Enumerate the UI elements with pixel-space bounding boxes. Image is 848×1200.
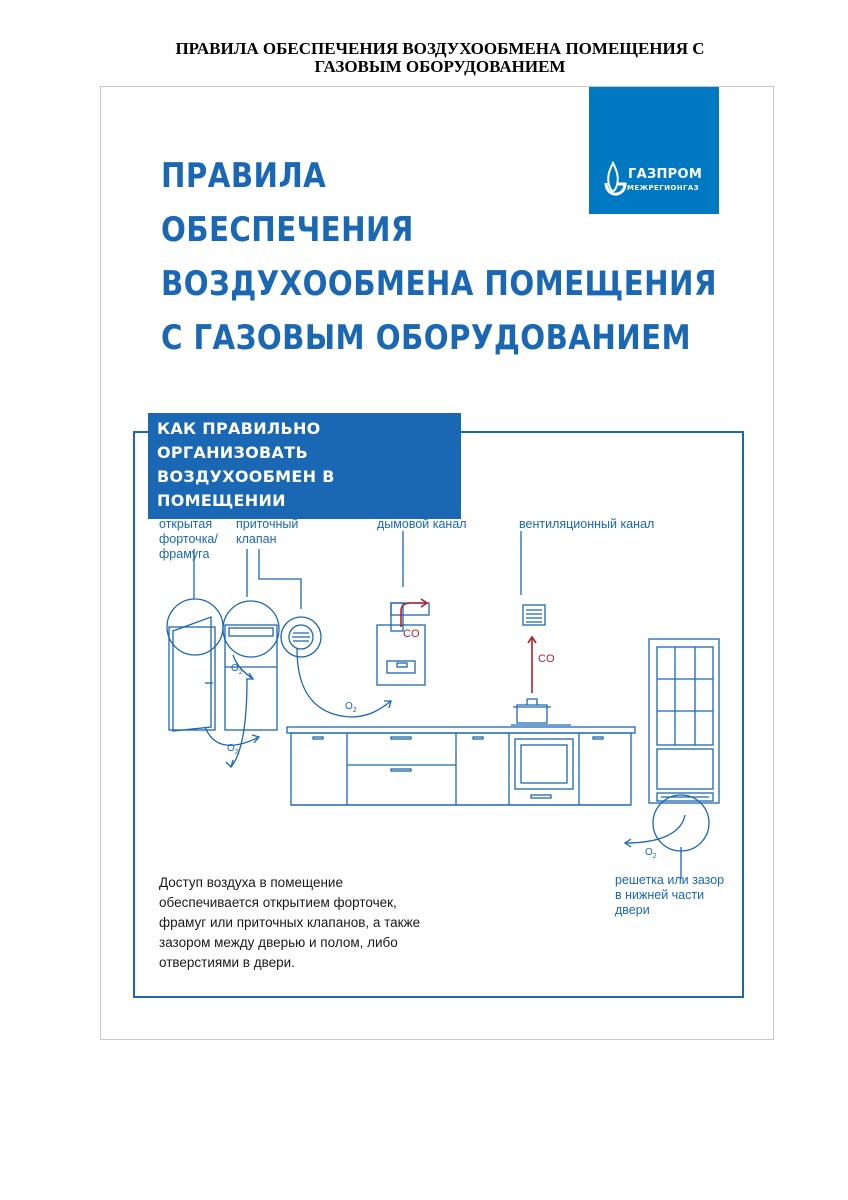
cooking-pot [513,705,551,723]
label-open-window-line-2: форточка/ [159,532,218,546]
o2-label-1: $O_2$ [231,663,243,676]
window-frame [169,627,215,730]
kitchen-door [649,639,719,803]
label-open-window-line-1: открытая [159,517,213,531]
valve-label-leader-2 [259,549,301,609]
label-supply-valve-line-2: клапан [236,532,277,546]
kitchen-countertop [287,727,635,733]
logo-brand: ГАЗПРОМ [628,167,703,182]
logo-subtitle: МЕЖРЕГИОНГАЗ [627,184,700,192]
description-line-5: отверстиями в двери. [159,955,295,970]
co-label-boiler: CO [403,628,420,640]
poster-title-line-4: С ГАЗОВЫМ ОБОРУДОВАНИЕМ [161,318,692,358]
supply-valve [229,628,273,636]
document-title-line-1: ПРАВИЛА ОБЕСПЕЧЕНИЯ ВОЗДУХООБМЕНА ПОМЕЩЕНИЯ С [175,39,705,58]
poster-title-line-3: ВОЗДУХООБМЕНА ПОМЕЩЕНИЯ [161,264,717,304]
description-line-3: фрамуг или приточных клапанов, а также [159,915,421,930]
poster [100,86,774,1040]
o2-text-2: O [227,743,235,754]
label-open-window [159,517,218,562]
label-vent-channel: вентиляционный канал [519,517,655,531]
poster-title-line-2: ОБЕСПЕЧЕНИЯ [161,210,414,250]
co-label-vent: CO [538,653,555,665]
o2-text-1: O [231,663,239,674]
window-sash [173,617,211,731]
o2-label-3: $O_2$ [345,701,357,714]
banner-line-1: КАК ПРАВИЛЬНО ОРГАНИЗОВАТЬ [157,419,321,462]
poster-title-line-1: ПРАВИЛА [161,156,327,196]
label-door-grille-line-3: двери [615,903,650,917]
label-door-grille [615,873,724,918]
label-flue-channel: дымовой канал [377,517,467,531]
valve-detail-circle [223,601,279,657]
lower-cabinets [291,733,631,805]
banner-line-2: ВОЗДУХООБМЕН В ПОМЕЩЕНИИ [157,467,335,510]
document-title [100,40,780,76]
description-line-4: зазором между дверью и полом, либо [159,935,398,950]
oven [515,739,573,789]
label-open-window-line-3: фрамуга [159,547,210,561]
label-supply-valve-line-1: приточный [236,517,299,531]
o2-label-2: $O_2$ [227,743,239,756]
airflow-arrow-door [625,815,685,843]
label-supply-valve [236,517,298,547]
o2-text-3: O [345,701,353,712]
document-title-line-2: ГАЗОВЫМ ОБОРУДОВАНИЕМ [314,57,566,76]
o2-text-door: O [645,847,653,858]
description-line-2: обеспечивается открытием форточек, [159,895,397,910]
label-door-grille-line-1: решетка или зазор [615,873,725,887]
label-door-grille-line-2: в нижней части [615,888,705,902]
o2-label-door: $O_2$ [645,847,657,860]
description-line-1: Доступ воздуха в помещение [159,875,343,890]
description-text [159,873,449,973]
